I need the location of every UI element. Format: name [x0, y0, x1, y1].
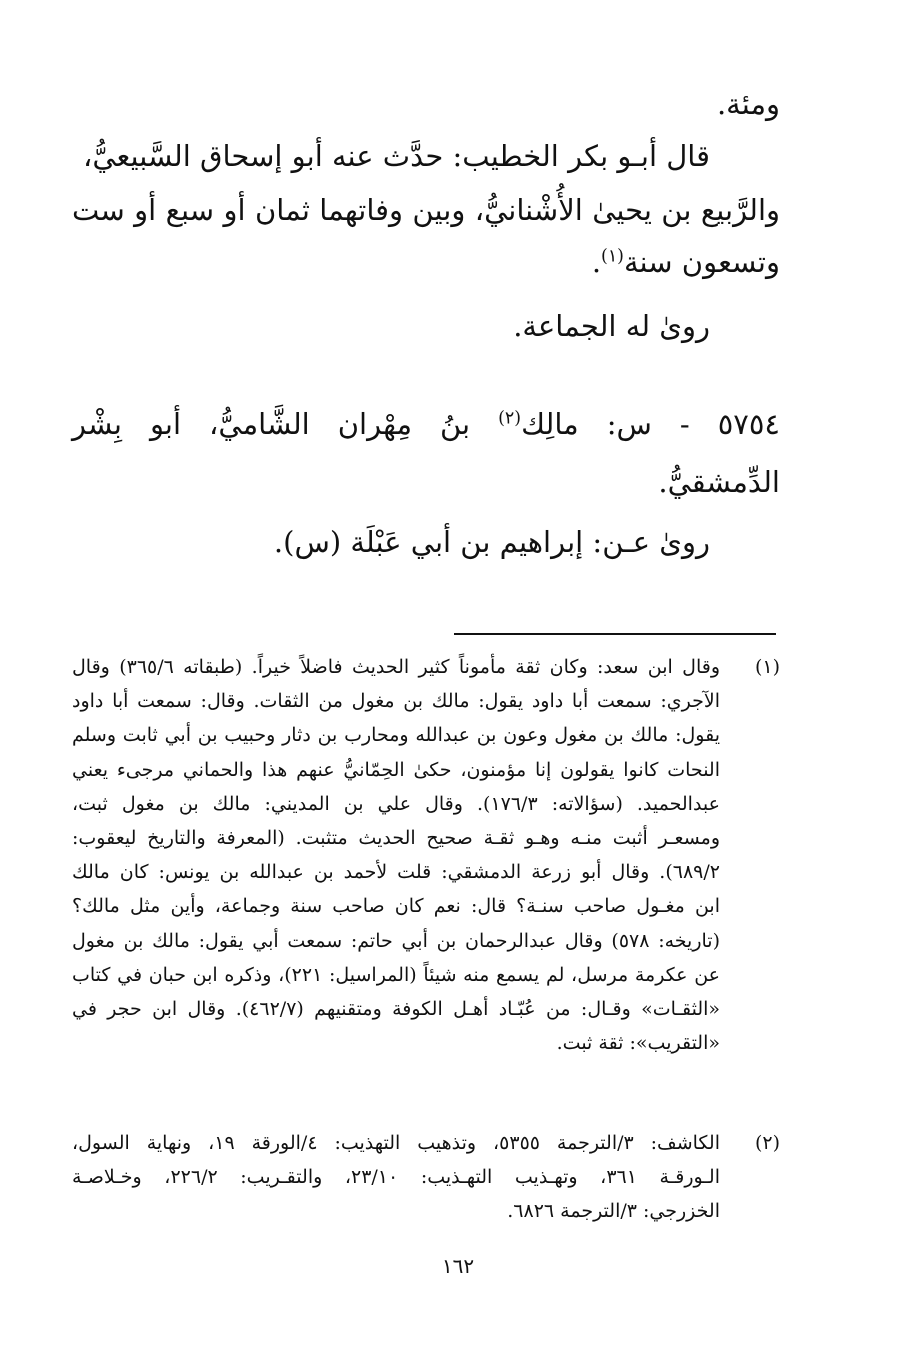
main-text	[72, 80, 780, 560]
footnote-ref-2[interactable]: (٢)	[498, 408, 522, 429]
footnote-line: عن عكرمة مرسل، لم يسمع منه شيئاً (المراسيل: ٢٢١)، وذكره ابن حبان في كتاب	[72, 963, 720, 986]
page-number: ١٦٢	[441, 1254, 475, 1278]
paragraph-khatib-cont: والرَّبيع بن يحيىٰ الأُشْنانيُّ، وبين وفاتهما ثمان أو سبع أو ست	[72, 193, 780, 227]
footnote-line: النحات كانوا يقولون إنا مؤمنون، حكىٰ الحِمّانيُّ عنهم هذا والحماني مرجىء يعني	[72, 758, 720, 781]
paragraph-khatib: قال أبـو بكر الخطيب: حدَّث عنه أبو إسحاق السَّبيعيُّ،	[83, 139, 710, 173]
footnote-number: (١)	[754, 656, 780, 678]
footnote-line: يقول: مالك بن مغول وعون بن عبدالله ومحارب بن دثار وحبيب بن أبي ثابت وسلم	[72, 724, 720, 747]
footnote-line: ٦٨٩/٢). وقال أبو زرعة الدمشقي: قلت لأحمد بن عبدالله بن يونس: كان مالك	[72, 861, 720, 884]
footnote-number: (٢)	[754, 1132, 780, 1154]
narrated-by-line: رویٰ له الجماعة.	[513, 309, 710, 343]
entry-heading-cont: الدِّمشقيُّ.	[658, 465, 780, 499]
line-continuation: ومئة.	[716, 87, 780, 121]
footnote-line: الكاشف: ٣/الترجمة ٥٣٥٥، وتذهيب التهذيب: ٤/الورقة ١٩، ونهاية السول،	[72, 1132, 720, 1154]
footnote-line: الخزرجي: ٣/الترجمة ٦٨٢٦.	[507, 1200, 720, 1223]
footnote-line: ابن مغـول صاحب سنـة؟ قال: نعم كان صاحب سنة وجماعة، وأين مثل مالك؟	[72, 895, 720, 918]
footnote-divider	[454, 633, 776, 635]
narrated-from-line: رویٰ عـن: إبراهيم بن أبي عَبْلَة (س).	[273, 525, 710, 559]
footnote-line: الآجري: سمعت أبا داود يقول: مالك بن مغول من الثقات. وقال: سمعت أبا داود	[72, 690, 720, 713]
footnote-2	[72, 1126, 780, 1229]
footnote-ref-1[interactable]: (١)	[601, 246, 624, 267]
footnote-1	[72, 650, 780, 1060]
footnote-line: وقال ابن سعد: وكان ثقة مأموناً كثير الحديث فاضلاً خيراً. (طبقاته ٣٦٥/٦) وقال	[72, 656, 720, 678]
footnote-line: (تاريخه: ٥٧٨) وقال عبدالرحمان بن أبي حاتم: سمعت أبي يقول: مالك بن مغول	[72, 929, 720, 952]
footnote-line: عبدالحميد. (سؤالاته: ١٧٦/٣). وقال علي بن المديني: مالك بن مغول ثبت،	[72, 792, 720, 815]
footnote-line: «التقريب»: ثقة ثبت.	[556, 1032, 720, 1055]
footnote-line: «الثقـات» وقـال: من عُبّـاد أهـل الكوفة ومتقنيهم (٤٦٢/٧). وقال ابن حجر في	[72, 998, 720, 1021]
footnote-text	[72, 1126, 720, 1229]
footnote-line: ومسعـر أثبت منـه وهـو ثقـة صحيح الحديث متثبت. (المعرفة والتاريخ ليعقوب:	[72, 827, 720, 850]
footnote-text	[72, 650, 720, 1060]
paragraph-khatib-end: وتسعون سنة$^{(١)}$.	[591, 245, 780, 279]
entry-heading: ٥٧٥٤ - س: مالِك$^{(٢)}$ بنُ مِهْران الشَّاميُّ، أبو بِشْر	[72, 407, 780, 441]
footnote-line: الـورقـة ٣٦١، وتهـذيب التهـذيب: ٢٣/١٠، والتقـريب: ٢٢٦/٢، وخـلاصـة	[72, 1166, 720, 1189]
